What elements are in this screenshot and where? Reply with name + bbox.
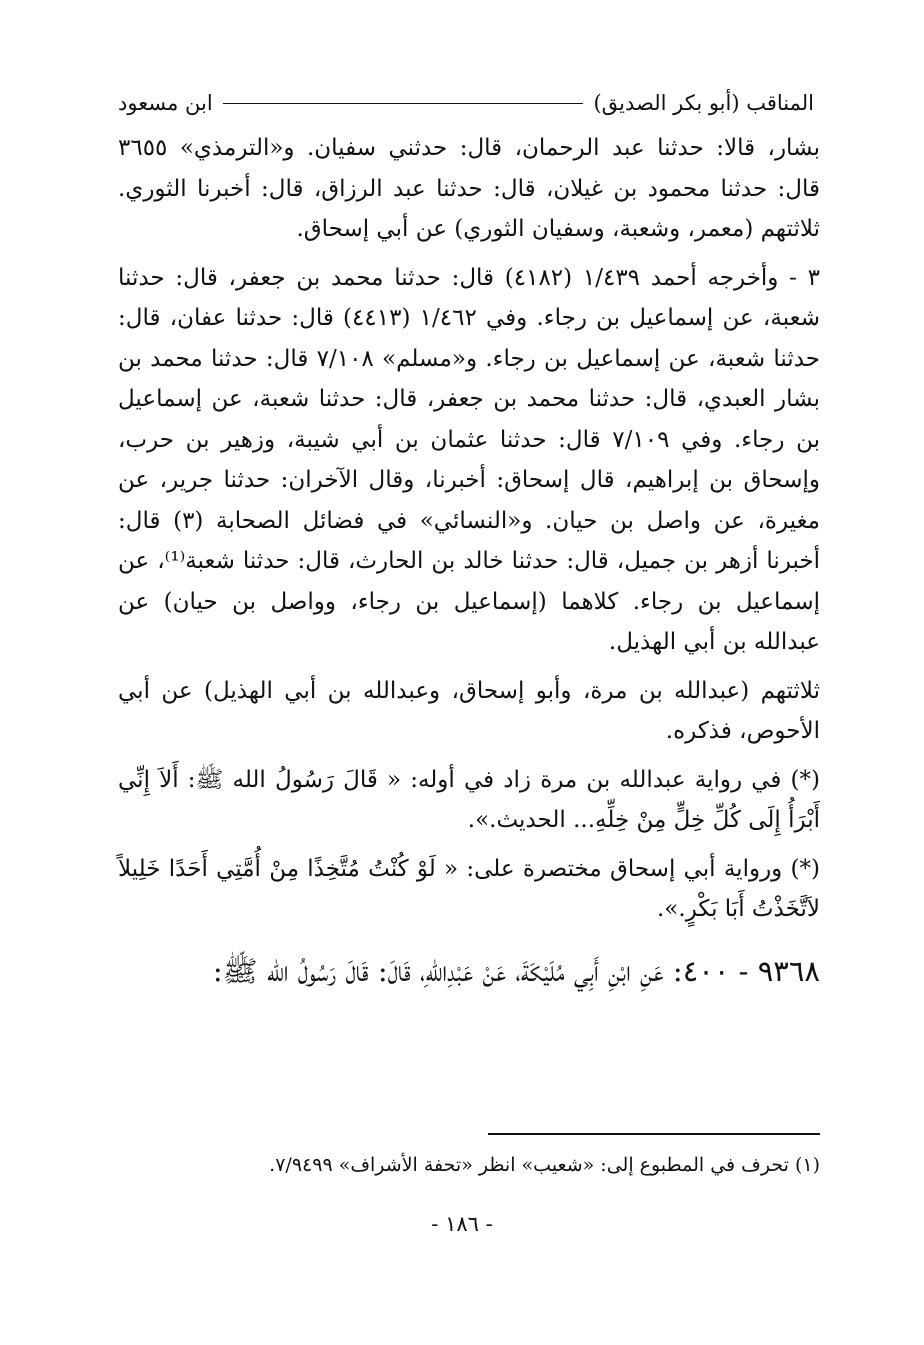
footnote: (١) تحرف في المطبوع إلى: «شعيب» انظر «تحفة الأشراف» ٧/٩٤٩٩. <box>269 1154 820 1176</box>
header-right-title: المناقب (أبو بكر الصديق) <box>593 91 814 115</box>
paragraph-5: (*) ورواية أبي إسحاق مختصرة على: « لَوْ كُنْتُ مُتَّخِذًا مِنْ أُمَّتِي أَحَدًا خَلِيلاً لاَتَّخَذْتُ أَبَا بَكْرٍ.». <box>118 855 820 922</box>
footnote-rule <box>488 1133 820 1135</box>
main-text <box>118 128 820 996</box>
running-header <box>118 88 814 118</box>
paragraph-3: ثلاثتهم (عبدالله بن مرة، وأبو إسحاق، وعبدالله بن أبي الهذيل) عن أبي الأحوص، فذكره. <box>118 677 820 744</box>
paragraph-2: ٣ - وأخرجه أحمد ١/٤٣٩ (٤١٨٢) قال: حدثنا محمد بن جعفر، قال: حدثنا شعبة، عن إسماعيل بن رجاء. وفي ١/٤٦٢ (٤٤١٣) قال: حدثنا عفان، قال: حدثنا شعبة، عن إسماعيل بن رجاء. و«مسلم» ٧/١٠٨ قال: حدثنا محمد بن بشار العبدي، قال: حدثنا محمد بن جعفر، قال: حدثنا شعبة، عن إسماعيل بن رجاء. وفي ٧/١٠٩ قال: حدثنا عثمان بن أبي شيبة، وزهير بن حرب، وإسحاق بن إبراهيم، قال إسحاق: أخبرنا، وقال الآخران: حدثنا جرير، عن مغيرة، عن واصل بن حيان. و«النسائي» في فضائل الصحابة (٣) قال: أخبرنا أزهر بن جميل، قال: حدثنا خالد بن الحارث، قال: حدثنا شعبة⁽¹⁾، عن إسماعيل بن رجاء. كلاهما (إسماعيل بن رجاء، وواصل بن حيان) عن عبدالله بن أبي الهذيل. <box>118 264 821 655</box>
hadith-heading: ٩٣٦٨ - ٤٠٠: عَنِ ابْنِ أَبِي مُلَيْكَةَ، عَنْ عَبْدِاللهِ، قَالَ: قَالَ رَسُولُ الله ﷺ: <box>212 953 820 988</box>
header-rule <box>223 103 584 104</box>
paragraph-4: (*) في رواية عبدالله بن مرة زاد في أوله: « قَالَ رَسُولُ الله ﷺ: أَلاَ إِنِّي أَبْرَأُ إِلَى كُلِّ خِلٍّ مِنْ خِلِّهِ... الحديث.». <box>118 766 820 833</box>
page-number: - ١٨٦ - <box>431 1212 493 1236</box>
header-left-title: ابن مسعود <box>118 91 213 115</box>
paragraph-1: بشار، قالا: حدثنا عبد الرحمان، قال: حدثني سفيان. و«الترمذي» ٣٦٥٥ قال: حدثنا محمود بن غيلان، قال: حدثنا عبد الرزاق، قال: أخبرنا الثوري. ثلاثتهم (معمر، وشعبة، وسفيان الثوري) عن أبي إسحاق. <box>118 135 820 242</box>
